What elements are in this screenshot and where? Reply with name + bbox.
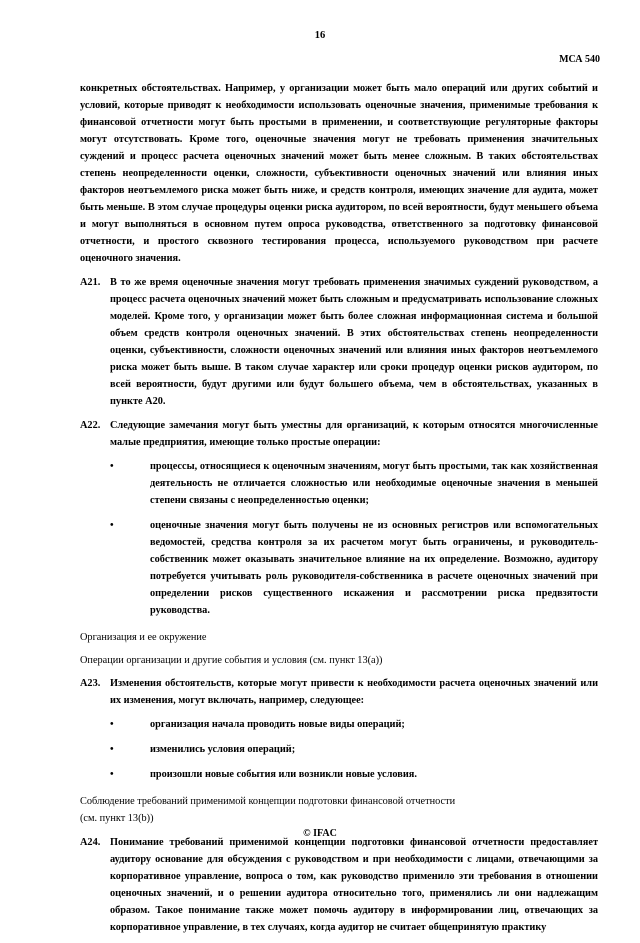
list-item-text: произошли новые события или возникли новые условия. (150, 769, 417, 780)
paragraph-number: A23. (80, 678, 101, 689)
list-item-text: оценочные значения могут быть получены не из основных регистров или вспомогательных ведомостей, средства контроля за их расчетом могут быть ограничены, и руководитель-собственник может оказывать значительное влияние на их определение. Возможно, аудитору потребуется учитывать роль руководителя-собственника в расчете оценочных значений при определении рисков существенного искажения и рассмотрении риска предвзятости руководства. (150, 520, 598, 616)
paragraph-a20-continuation: конкретных обстоятельствах. Например, у организации может быть мало операций или других событий и условий, которые приводят к необходимости использовать оценочные значения, применимые требования к финансовой отчетности могут быть простыми в применении, и соответствующие регуляторные факторы могут отсутствовать. Кроме того, оценочные значения могут не требовать применения значительных суждений и процесс расчета оценочных значений может быть менее сложным. В таких обстоятельствах степень неопределенности оценки, сложности, субъективности оценочных значений или влияния иных факторов неотъемлемого риска может быть ниже, и средств контроля, имеющих значение для аудита, может быть меньше. В этом случае процедуры оценки риска аудитором, по всей вероятности, будут меньшего объема и могут выполняться в основном путем опроса руководства, ответственного за подготовку финансовой отчетности, и простого сквозного тестирования процесса, используемого руководством при расчете оценочного значения. (80, 83, 598, 264)
bullet-icon: • (110, 719, 114, 730)
bullet-icon: • (110, 520, 114, 531)
paragraph-text: Изменения обстоятельств, которые могут привести к необходимости расчета оценочных значений или их изменения, могут включать, например, следующее: (110, 678, 598, 706)
paragraph-a22 (80, 417, 598, 451)
bullet-icon: • (110, 744, 114, 755)
list-item (110, 517, 598, 619)
paragraph-number: A21. (80, 277, 101, 288)
heading-line: Соблюдение требований применимой концепции подготовки финансовой отчетности (80, 796, 456, 807)
paragraph-text: В то же время оценочные значения могут требовать применения значимых суждений руководством, а процесс расчета оценочных значений может быть сложным и предусматривать использование сложных моделей. Кроме того, у организации может быть более сложная информационная система и большой объем средств контроля оценочных значений. В этих обстоятельствах степень неопределенности оценки, субъективности, сложности оценочных значений или влияния иных факторов неотъемлемого риска может быть выше. В таком случае характер или сроки процедур оценки рисков аудитором, по всей вероятности, будут другими или будут большего объема, чем в обстоятельствах, указанных в пункте А20. (110, 277, 598, 407)
paragraph-a23 (80, 675, 598, 709)
list-item-text: организация начала проводить новые виды операций; (150, 719, 405, 730)
bullet-icon: • (110, 769, 114, 780)
list-item-text: процессы, относящиеся к оценочным значениям, могут быть простыми, так как хозяйственная деятельность не отличается сложностью или необходимые оценочные значения в меньшей степени связаны с неопределенностью оценки; (150, 461, 598, 506)
list-item (110, 766, 598, 783)
paragraph-a21 (80, 274, 598, 410)
bullet-icon: • (110, 461, 114, 472)
page-number: 16 (314, 30, 326, 41)
subsection-heading-compliance (80, 793, 598, 827)
list-item (110, 741, 598, 758)
paragraph-text: Понимание требований применимой концепции подготовки финансовой отчетности предоставляет аудитору основание для обсуждения с руководством и при необходимости с лицами, отвечающими за корпоративное управление, вопроса о том, как руководство применило эти требования в отношении оценочных значений, и о решении аудитора относительно того, применялись ли они надлежащим образом. Такое понимание также может помочь аудитору в информировании лиц, отвечающих за корпоративное управление, в тех случаях, когда аудитор не считает общепринятую практику (110, 837, 598, 933)
page-body (80, 80, 598, 943)
list-item (110, 716, 598, 733)
section-heading: Организация и ее окружение (80, 632, 207, 643)
document-code: МСА 540 (559, 54, 600, 65)
list-item-text: изменились условия операций; (150, 744, 296, 755)
paragraph-text: Следующие замечания могут быть уместны для организаций, к которым относятся многочисленные малые предприятия, имеющие только простые операции: (110, 420, 598, 448)
paragraph-number: A22. (80, 420, 101, 431)
subsection-heading: Операции организации и другие события и условия (см. пункт 13(a)) (80, 655, 383, 666)
list-item (110, 458, 598, 509)
bullet-list-a23 (110, 716, 598, 783)
paragraph-a24 (80, 834, 598, 936)
heading-reference: (см. пункт 13(b)) (80, 813, 154, 824)
paragraph-number: A24. (80, 837, 101, 848)
copyright-footer: © IFAC (303, 828, 337, 839)
bullet-list-a22 (110, 458, 598, 619)
